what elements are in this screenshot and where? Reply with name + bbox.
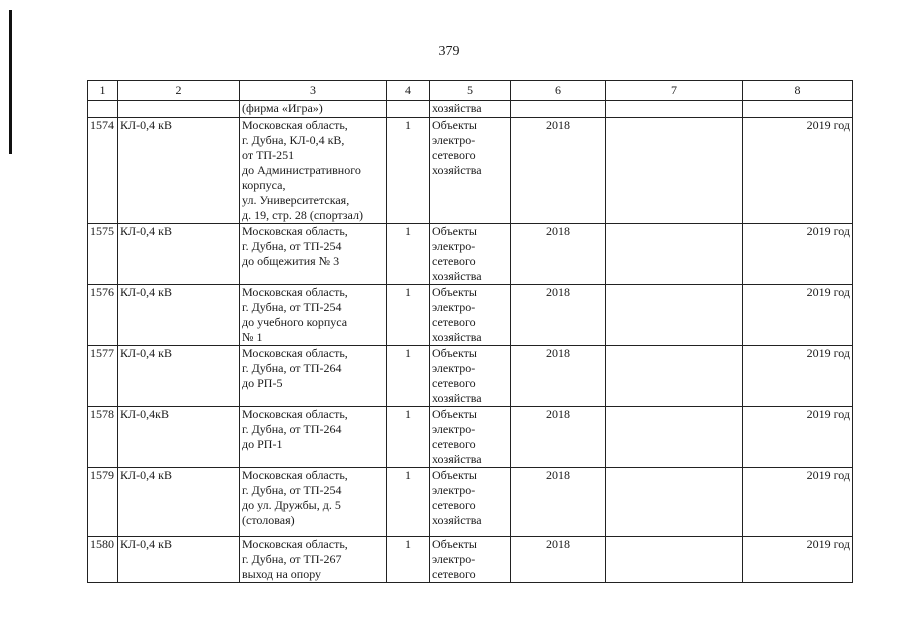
table-row <box>88 346 853 407</box>
table-row <box>88 224 853 285</box>
cell-term: 2019 год <box>743 118 853 224</box>
cell-col7 <box>606 285 743 346</box>
cell-name <box>118 101 240 118</box>
cell-term: 2019 год <box>743 537 853 583</box>
cell-year: 2018 <box>511 285 606 346</box>
cell-name: КЛ-0,4 кВ <box>118 224 240 285</box>
cell-term: 2019 год <box>743 407 853 468</box>
cell-category: хозяйства <box>430 101 511 118</box>
cell-qty: 1 <box>387 346 430 407</box>
cell-qty: 1 <box>387 537 430 583</box>
cell-address: Московская область, г. Дубна, от ТП-254 до учебного корпуса № 1 <box>240 285 387 346</box>
cell-address: Московская область, г. Дубна, от ТП-254 до ул. Дружбы, д. 5 (столовая) <box>240 468 387 537</box>
cell-address: Московская область, г. Дубна, от ТП-264 до РП-1 <box>240 407 387 468</box>
cell-name: КЛ-0,4кВ <box>118 407 240 468</box>
cell-num: 1580 <box>88 537 118 583</box>
column-number-row <box>88 81 853 101</box>
cell-category: Объекты электро- сетевого хозяйства <box>430 224 511 285</box>
column-header: 3 <box>240 81 387 101</box>
cell-num: 1576 <box>88 285 118 346</box>
table-row <box>88 285 853 346</box>
cell-qty <box>387 101 430 118</box>
cell-term: 2019 год <box>743 224 853 285</box>
cell-num: 1575 <box>88 224 118 285</box>
cell-name: КЛ-0,4 кВ <box>118 468 240 537</box>
cell-term: 2019 год <box>743 346 853 407</box>
column-header: 8 <box>743 81 853 101</box>
cell-num: 1577 <box>88 346 118 407</box>
cell-category: Объекты электро- сетевого хозяйства <box>430 346 511 407</box>
cell-col7 <box>606 537 743 583</box>
cell-qty: 1 <box>387 118 430 224</box>
cell-category: Объекты электро- сетевого хозяйства <box>430 118 511 224</box>
cell-address: Московская область, г. Дубна, от ТП-267 выход на опору <box>240 537 387 583</box>
cell-year: 2018 <box>511 537 606 583</box>
table-row <box>88 468 853 537</box>
column-header: 7 <box>606 81 743 101</box>
cell-term <box>743 101 853 118</box>
cell-address: (фирма «Игра») <box>240 101 387 118</box>
cell-category: Объекты электро- сетевого хозяйства <box>430 285 511 346</box>
cell-category: Объекты электро- сетевого хозяйства <box>430 407 511 468</box>
cell-num: 1574 <box>88 118 118 224</box>
margin-bar <box>9 10 12 154</box>
table-row <box>88 407 853 468</box>
column-header: 4 <box>387 81 430 101</box>
column-header: 2 <box>118 81 240 101</box>
registry-table <box>87 80 853 583</box>
table-row <box>88 537 853 583</box>
cell-num: 1578 <box>88 407 118 468</box>
cell-col7 <box>606 407 743 468</box>
cell-num: 1579 <box>88 468 118 537</box>
cell-qty: 1 <box>387 468 430 537</box>
cell-term: 2019 год <box>743 468 853 537</box>
page-number: 379 <box>438 44 460 59</box>
cell-qty: 1 <box>387 407 430 468</box>
cell-category: Объекты электро- сетевого <box>430 537 511 583</box>
cell-category: Объекты электро- сетевого хозяйства <box>430 468 511 537</box>
cell-year <box>511 101 606 118</box>
column-header: 5 <box>430 81 511 101</box>
cell-qty: 1 <box>387 285 430 346</box>
table-row <box>88 118 853 224</box>
cell-qty: 1 <box>387 224 430 285</box>
cell-col7 <box>606 118 743 224</box>
cell-year: 2018 <box>511 407 606 468</box>
cell-col7 <box>606 346 743 407</box>
cell-col7 <box>606 101 743 118</box>
cell-year: 2018 <box>511 468 606 537</box>
cell-name: КЛ-0,4 кВ <box>118 285 240 346</box>
cell-col7 <box>606 224 743 285</box>
cell-year: 2018 <box>511 346 606 407</box>
cell-name: КЛ-0,4 кВ <box>118 346 240 407</box>
column-header: 1 <box>88 81 118 101</box>
cell-year: 2018 <box>511 118 606 224</box>
continuation-row <box>88 101 853 118</box>
cell-col7 <box>606 468 743 537</box>
cell-num <box>88 101 118 118</box>
cell-year: 2018 <box>511 224 606 285</box>
cell-term: 2019 год <box>743 285 853 346</box>
cell-name: КЛ-0,4 кВ <box>118 537 240 583</box>
cell-name: КЛ-0,4 кВ <box>118 118 240 224</box>
cell-address: Московская область, г. Дубна, КЛ-0,4 кВ, от ТП-251 до Административного корпуса, ул. Университетская, д. 19, стр. 28 (спортзал) <box>240 118 387 224</box>
cell-address: Московская область, г. Дубна, от ТП-264 до РП-5 <box>240 346 387 407</box>
cell-address: Московская область, г. Дубна, от ТП-254 до общежития № 3 <box>240 224 387 285</box>
column-header: 6 <box>511 81 606 101</box>
